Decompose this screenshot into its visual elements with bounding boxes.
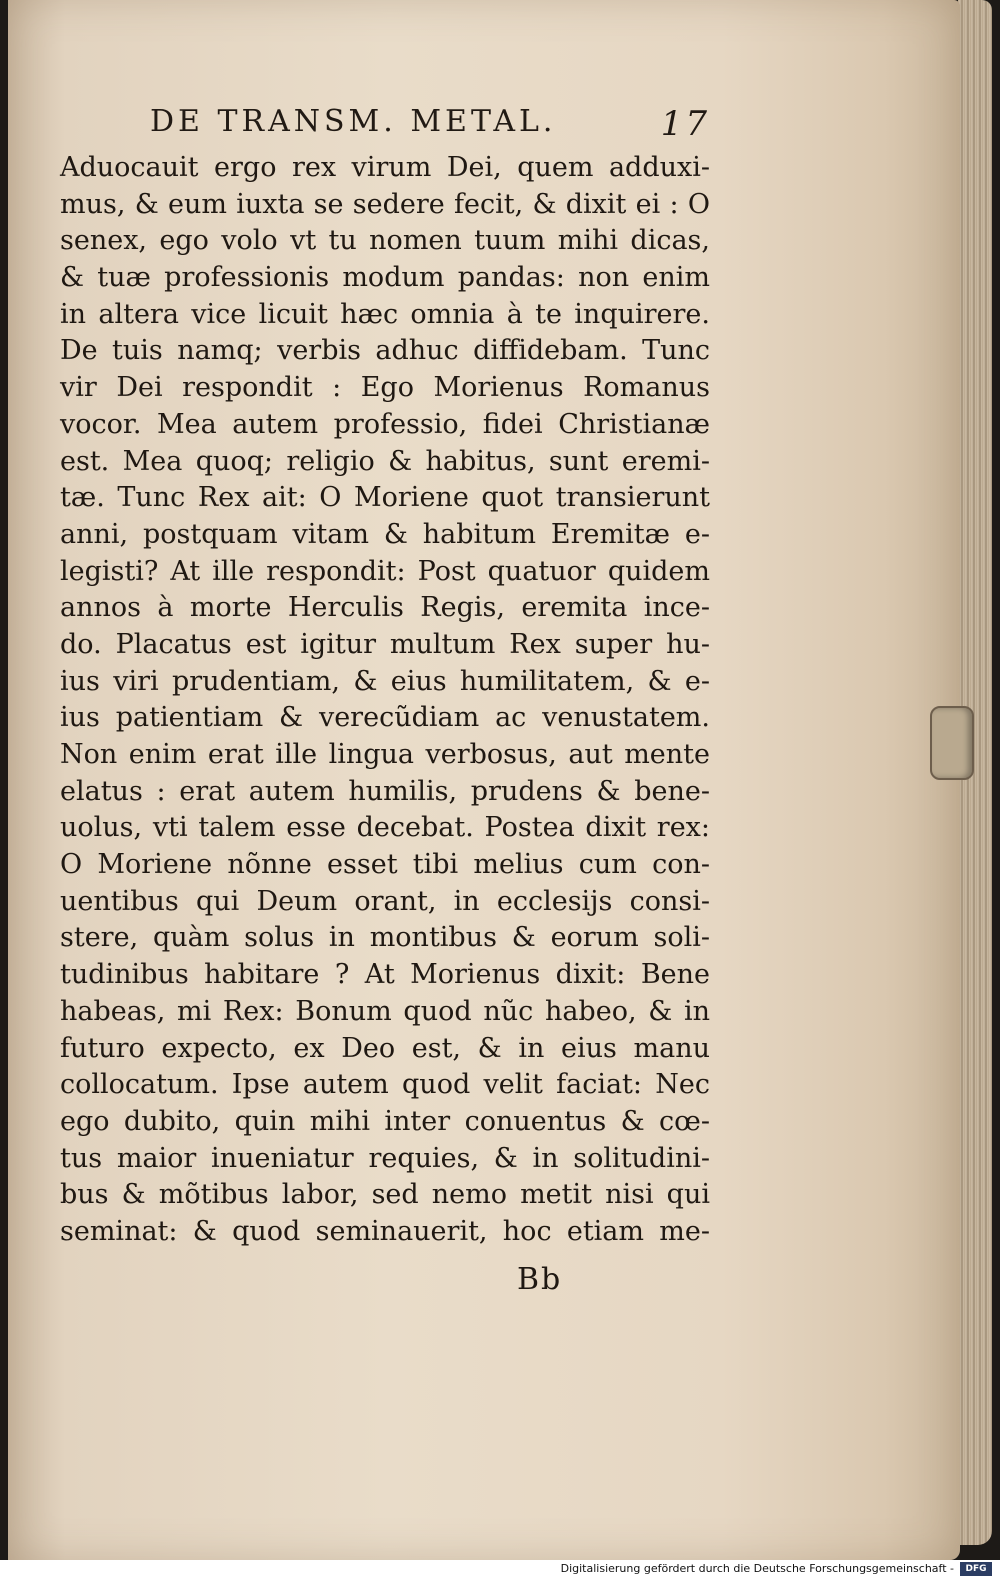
text-line: legisti? At ille respondit: Post quatuor quidem (60, 555, 710, 587)
running-title: DE TRANSM. METAL. (150, 104, 557, 139)
text-line: seminat: & quod seminauerit, hoc etiam me- (60, 1215, 710, 1247)
text-line: tæ. Tunc Rex ait: O Moriene quot transierunt (60, 482, 710, 514)
text-line: do. Placatus est igitur multum Rex super hu- (60, 628, 710, 660)
body-text (60, 150, 710, 1251)
text-line: uentibus qui Deum orant, in ecclesijs consi- (60, 885, 710, 917)
text-line: elatus : erat autem humilis, prudens & bene- (60, 775, 710, 807)
dfg-logo: DFG (960, 1562, 992, 1576)
text-line: futuro expecto, ex Deo est, & in eius manu (60, 1032, 710, 1064)
text-line: bus & mõtibus labor, sed nemo metit nisi qui (60, 1179, 710, 1211)
text-line: Aduocauit ergo rex virum Dei, quem adduxi- (60, 152, 710, 183)
text-line: senex, ego volo vt tu nomen tuum mihi dicas, (60, 225, 710, 257)
signature-mark: Bb (517, 1262, 563, 1297)
text-line: annos à morte Herculis Regis, eremita ince- (60, 592, 710, 624)
text-line: & tuæ professionis modum pandas: non enim (60, 262, 710, 294)
text-line: vir Dei respondit : Ego Morienus Romanus (60, 372, 710, 404)
text-line: collocatum. Ipse autem quod velit faciat: Nec (60, 1069, 710, 1101)
text-line: tus maior inueniatur requies, & in solitudini- (60, 1142, 710, 1174)
text-line: habeas, mi Rex: Bonum quod nũc habeo, & in (60, 995, 710, 1027)
text-line: Non enim erat ille lingua verbosus, aut mente (60, 739, 710, 770)
text-line: in altera vice licuit hæc omnia à te inquirere. (60, 298, 710, 330)
text-line: De tuis namq; verbis adhuc diffidebam. Tunc (60, 335, 710, 367)
text-line: mus, & eum iuxta se sedere fecit, & dixit ei : O (60, 188, 710, 220)
text-line: ius viri prudentiam, & eius humilitatem, & e- (60, 665, 710, 697)
page-tab-marker (930, 706, 974, 780)
text-line: stere, quàm solus in montibus & eorum soli- (60, 922, 710, 954)
footer-credit: Digitalisierung gefördert durch die Deutsche Forschungsgemeinschaft - (560, 1562, 954, 1575)
text-line: tudinibus habitare ? At Morienus dixit: Bene (60, 959, 710, 991)
running-head (150, 104, 710, 148)
text-line: est. Mea quoq; religio & habitus, sunt eremi- (60, 445, 710, 477)
text-line: ego dubito, quin mihi inter conuentus & cœ- (60, 1105, 710, 1137)
text-line: uolus, vti talem esse decebat. Postea dixit rex: (60, 812, 710, 844)
text-line: anni, postquam vitam & habitum Eremitæ e- (60, 518, 710, 550)
text-line: ius patientiam & verecũdiam ac venustatem. (60, 702, 710, 734)
page-number: 17 (660, 104, 710, 144)
footer-bar (0, 1560, 1000, 1580)
text-line: vocor. Mea autem professio, fidei Christianæ (60, 408, 710, 440)
text-line: O Moriene nõnne esset tibi melius cum con- (60, 849, 710, 881)
